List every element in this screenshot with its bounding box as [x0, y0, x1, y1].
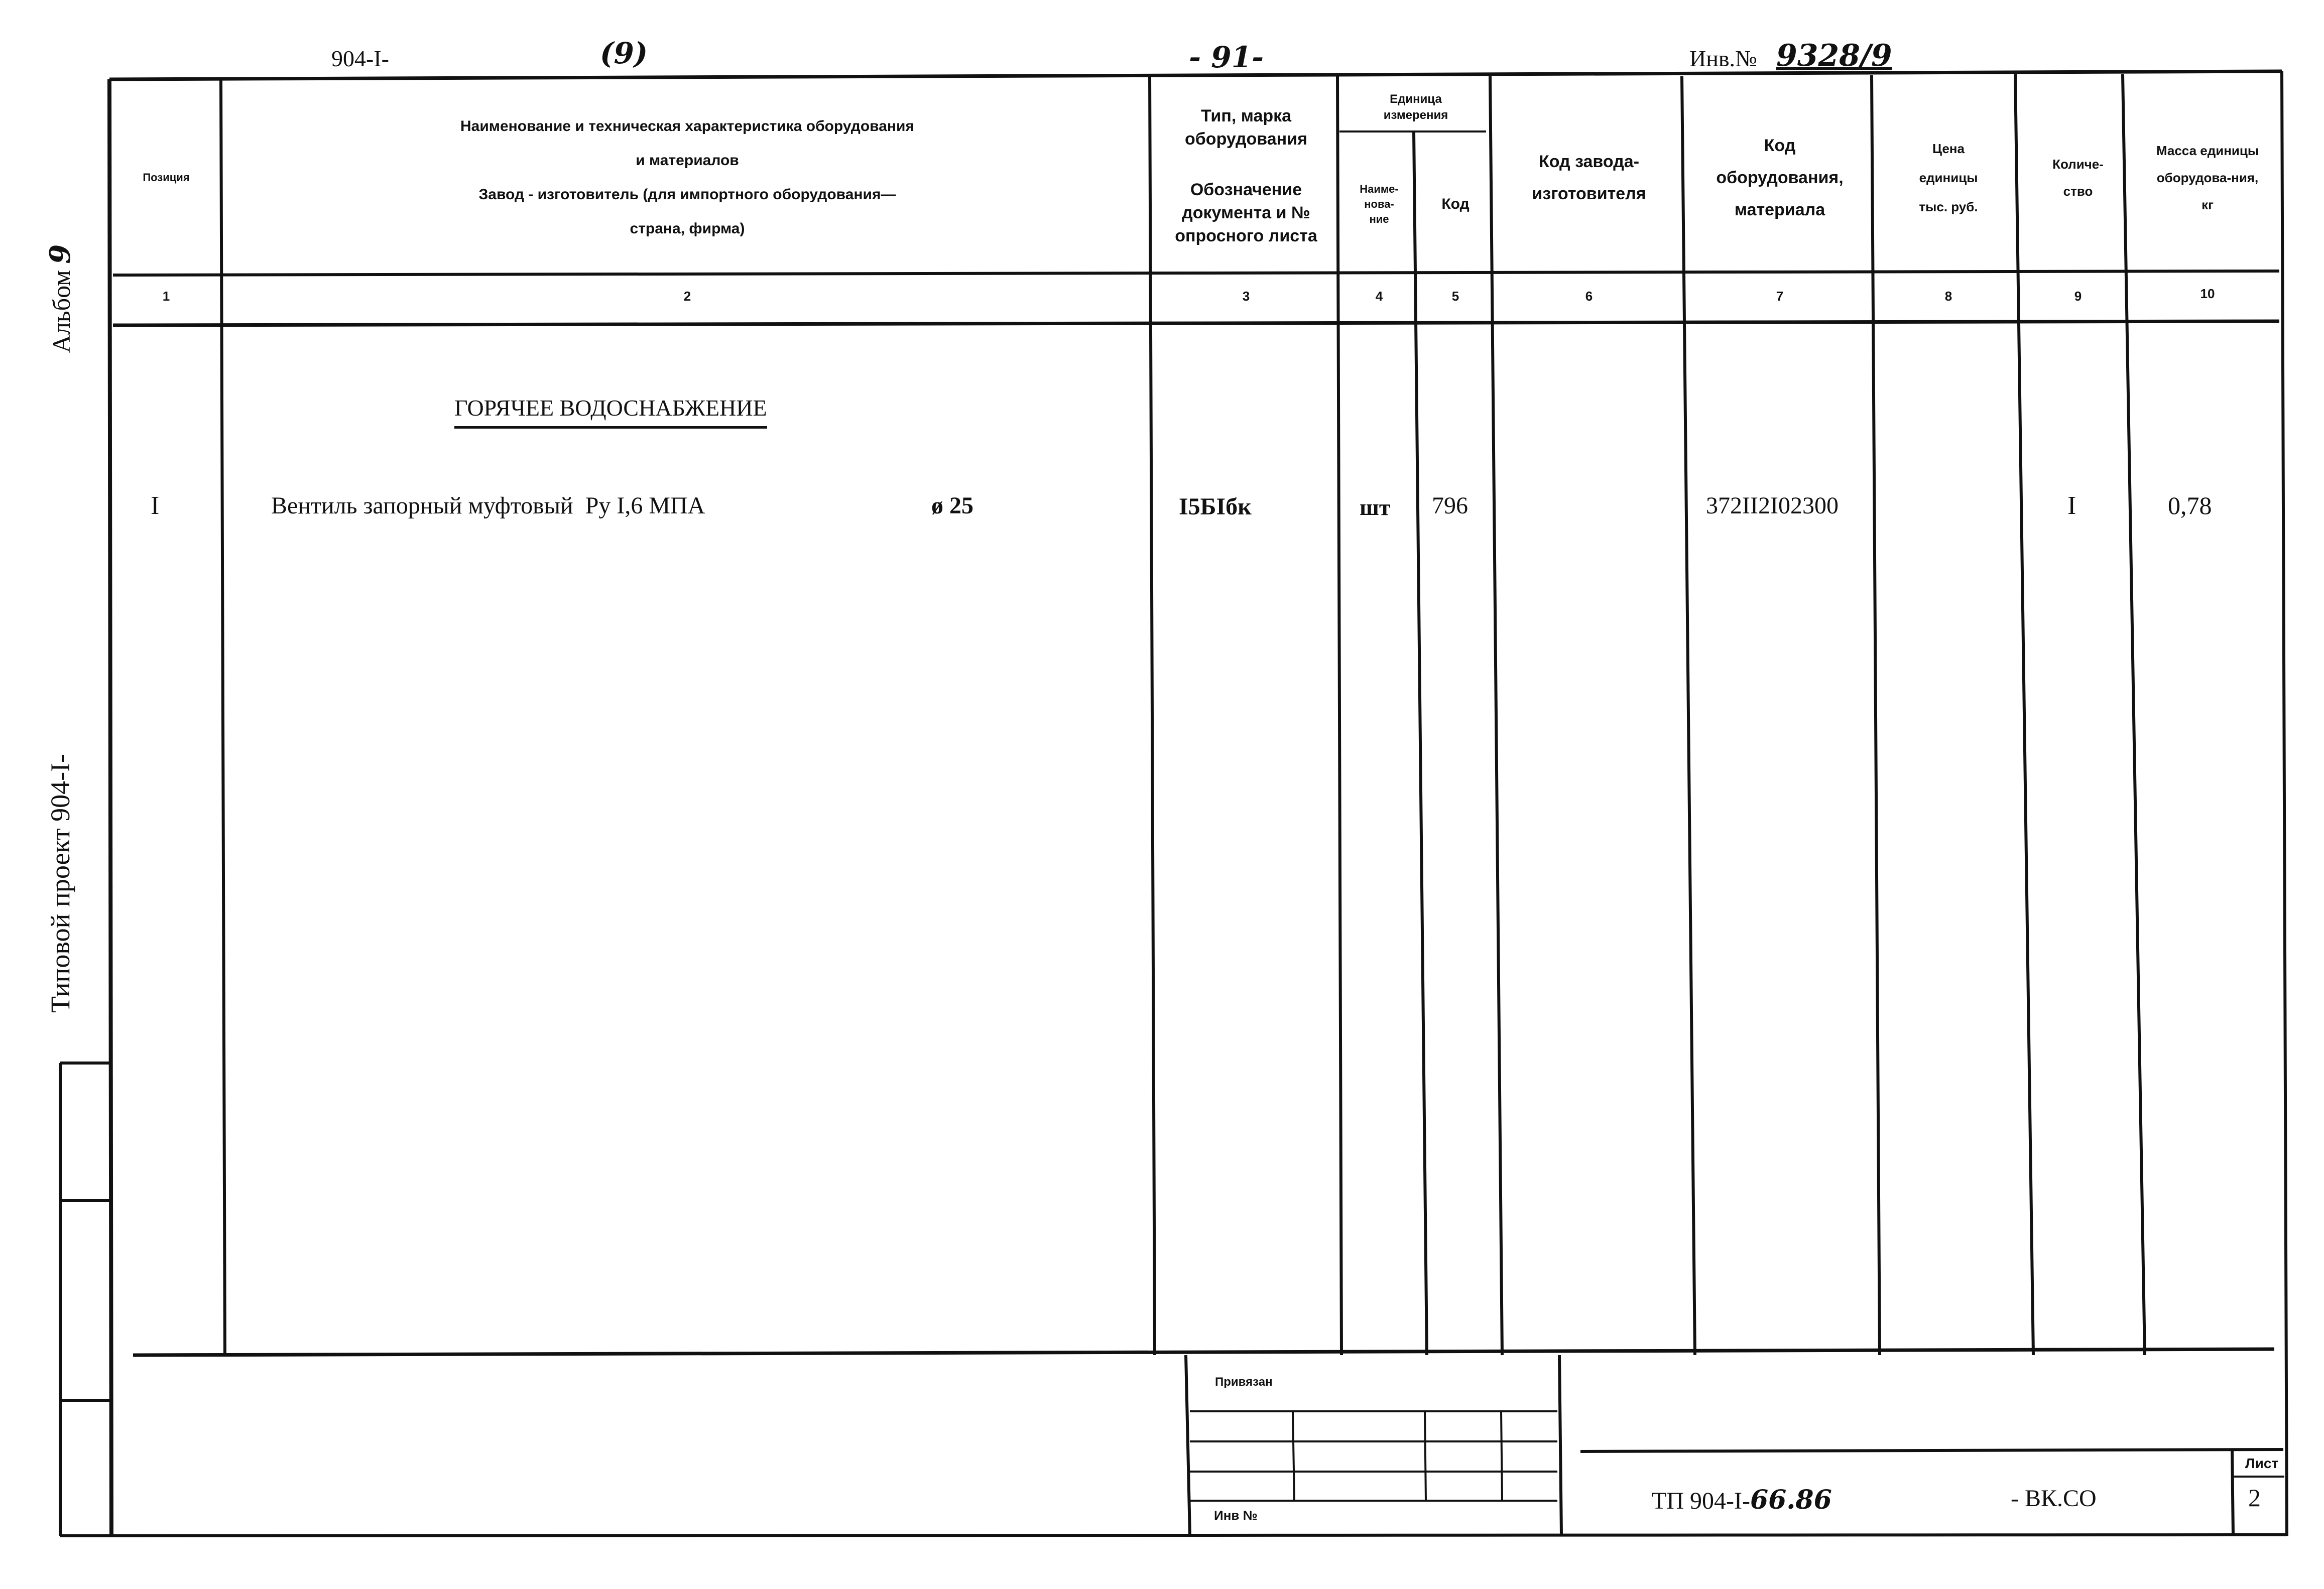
page-number: - 91-	[1189, 40, 1264, 74]
album-text: Альбом	[47, 270, 75, 353]
album-mark: (9)	[600, 36, 648, 70]
row-material-code: 372II2I02300	[1706, 492, 1839, 519]
column-number: 9	[2074, 289, 2082, 304]
section-title: ГОРЯЧЕЕ ВОДОСНАБЖЕНИЕ	[454, 394, 767, 429]
header-name-line2: и материалов	[636, 152, 739, 169]
album-label	[43, 218, 78, 379]
column-number: 6	[1585, 289, 1593, 304]
album-number: 9	[44, 244, 77, 264]
header-quantity: Количе-ство	[2052, 157, 2104, 199]
header-doc: Обозначение документа и № опросного листа	[1175, 180, 1317, 245]
header-unit-group: Единица измерения	[1383, 92, 1448, 122]
doc-code	[1652, 1485, 1832, 1515]
column-number: 7	[1776, 289, 1784, 304]
header-name-line4: страна, фирма)	[630, 220, 745, 237]
row-name: Вентиль запорный муфтовый Ру I,6 МПА	[271, 492, 705, 519]
sheet-label: Лист	[2245, 1455, 2279, 1471]
column-number: 4	[1375, 289, 1383, 304]
row-diameter: ø 25	[931, 492, 973, 519]
sheet-number: 2	[2248, 1484, 2261, 1512]
header-name-line3: Завод - изготовитель (для импортного оборудования—	[478, 186, 896, 203]
column-number: 2	[683, 289, 691, 304]
row-type: I5БIбк	[1179, 493, 1252, 520]
header-type: Тип, марка оборудования	[1185, 106, 1307, 149]
column-number: 5	[1451, 289, 1459, 304]
column-number: 1	[162, 289, 170, 304]
column-number: 10	[2200, 286, 2215, 301]
row-mass: 0,78	[2168, 491, 2212, 519]
inventory-number: 9328/9	[1776, 38, 1892, 73]
column-number: 3	[1242, 289, 1250, 304]
row-position: I	[151, 491, 160, 520]
project-side-label: Типовой проект 904-I-	[45, 753, 75, 1013]
row-quantity: I	[2067, 491, 2076, 520]
header-name	[225, 80, 1150, 275]
project-code: 904-I-	[331, 46, 389, 71]
header-mass: Масса единицы оборудова-ния, кг	[2156, 143, 2259, 212]
doc-prefix: ТП 904-I-	[1652, 1488, 1750, 1514]
row-unit-name: шт	[1360, 494, 1391, 520]
row-unit-code: 796	[1432, 492, 1468, 519]
header-unit-name: Наиме-нова-ние	[1360, 183, 1399, 225]
header-unit-code: Код	[1441, 195, 1470, 212]
header-material-code: Код оборудования, материала	[1716, 136, 1844, 219]
doc-number: 66.86	[1750, 1485, 1832, 1515]
header-position: Позиция	[143, 171, 190, 184]
inv-label: Инв №	[1214, 1508, 1258, 1523]
header-price: Цена единицы тыс. руб.	[1919, 141, 1978, 214]
column-number: 8	[1944, 289, 1952, 304]
inventory-label: Инв.№	[1689, 46, 1757, 71]
linked-label: Привязан	[1215, 1375, 1273, 1389]
doc-suffix: - ВК.СО	[2011, 1485, 2097, 1512]
header-name-line1: Наименование и техническая характеристика оборудования	[460, 118, 914, 135]
header-factory-code: Код завода-изготовителя	[1532, 152, 1646, 203]
